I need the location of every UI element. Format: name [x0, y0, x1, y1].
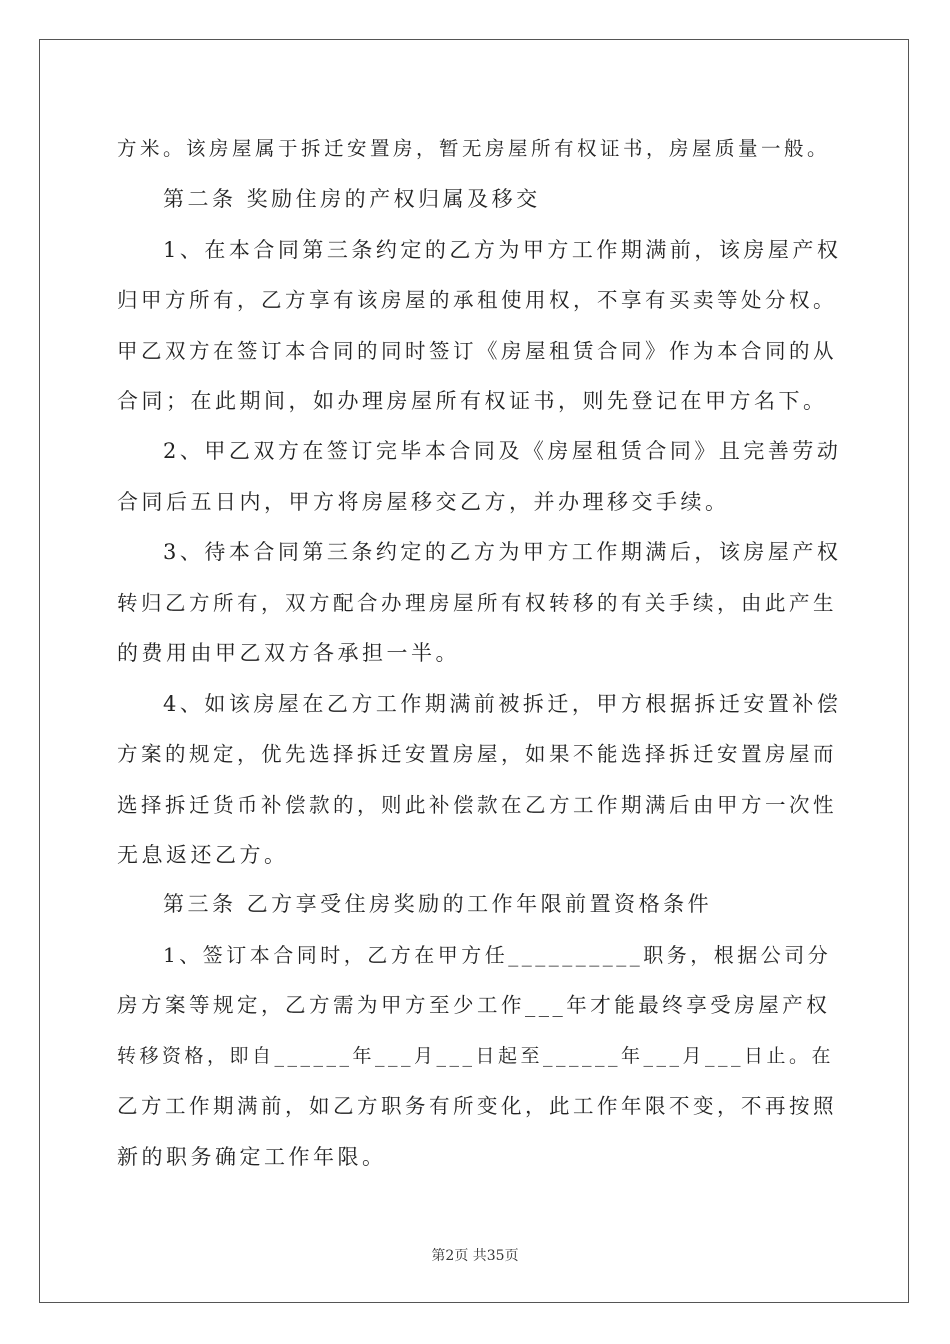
text-line: 无息返还乙方。 [117, 843, 289, 867]
text-line: 合同后五日内，甲方将房屋移交乙方，并办理移交手续。 [117, 490, 730, 514]
text-line: 2、甲乙双方在签订完毕本合同及《房屋租赁合同》且完善劳动 [163, 439, 842, 463]
page-number: 第2页 共35页 [431, 1248, 519, 1264]
text-line: 新的职务确定工作年限。 [117, 1145, 387, 1169]
text-line: 1、在本合同第三条约定的乙方为甲方工作期满前，该房屋产权 [163, 238, 842, 262]
text-line: 合同；在此期间，如办理房屋所有权证书，则先登记在甲方名下。 [117, 389, 828, 413]
text-line: 归甲方所有，乙方享有该房屋的承租使用权，不享有买卖等处分权。 [117, 288, 837, 312]
text-line: 转移资格，即自______年___月___日起至______年___月___日止。在 [117, 1045, 835, 1067]
text-line: 方案的规定，优先选择拆迁安置房屋，如果不能选择拆迁安置房屋而 [117, 742, 837, 766]
section-heading: 第三条 乙方享受住房奖励的工作年限前置资格条件 [163, 892, 713, 916]
section-heading: 第二条 奖励住房的产权归属及移交 [163, 187, 541, 211]
text-line: 乙方工作期满前，如乙方职务有所变化，此工作年限不变，不再按照 [117, 1094, 837, 1118]
text-line: 选择拆迁货币补偿款的，则此补偿款在乙方工作期满后由甲方一次性 [117, 793, 837, 817]
text-line: 的费用由甲乙双方各承担一半。 [117, 641, 460, 665]
text-line: 1、签订本合同时，乙方在甲方任__________职务，根据公司分 [163, 943, 832, 967]
text-line: 转归乙方所有，双方配合办理房屋所有权转移的有关手续，由此产生 [117, 591, 837, 615]
text-line: 方米。该房屋属于拆迁安置房，暂无房屋所有权证书，房屋质量一般。 [117, 137, 831, 160]
text-line: 甲乙双方在签订本合同的同时签订《房屋租赁合同》作为本合同的从 [117, 339, 837, 363]
text-line: 3、待本合同第三条约定的乙方为甲方工作期满后，该房屋产权 [163, 540, 842, 564]
text-line: 房方案等规定，乙方需为甲方至少工作___年才能最终享受房屋产权 [117, 993, 831, 1017]
text-line: 4、如该房屋在乙方工作期满前被拆迁，甲方根据拆迁安置补偿 [163, 692, 842, 716]
